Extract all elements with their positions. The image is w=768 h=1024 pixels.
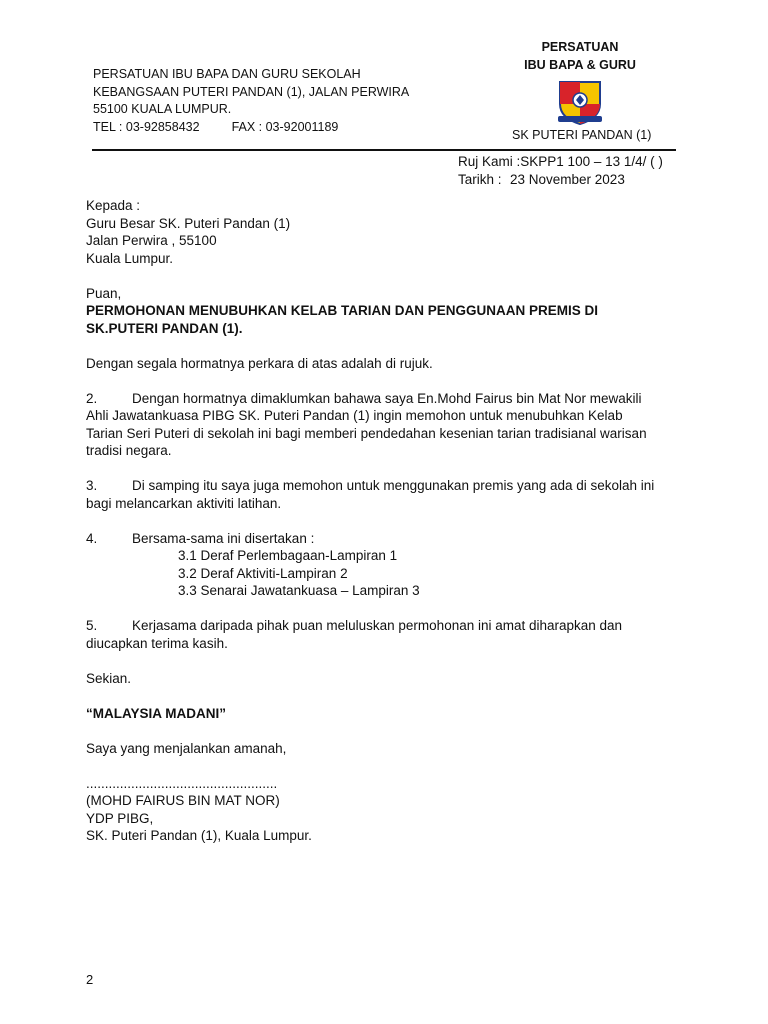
attachment-item: 3.3 Senarai Jawatankuasa – Lampiran 3	[178, 583, 420, 598]
sender-line: PERSATUAN IBU BAPA DAN GURU SEKOLAH	[93, 67, 361, 81]
paragraph-number: 5.	[86, 618, 98, 633]
sender-line: KEBANGSAAN PUTERI PANDAN (1), JALAN PERWIRA	[93, 84, 410, 99]
paragraph-2-line: Tarian Seri Puteri di sekolah ini bagi memberi pendedahan kesenian tarian tradisianal warisan	[86, 425, 647, 441]
paragraph-3-line: bagi melancarkan aktiviti latihan.	[86, 495, 282, 511]
intro-text: Dengan segala hormatnya perkara di atas adalah di rujuk.	[86, 355, 433, 371]
signature-line: ...................................................	[86, 775, 278, 791]
date-label: Tarikh :	[458, 171, 502, 187]
page-number: 2	[86, 972, 94, 987]
date-value: 23 November 2023	[510, 171, 625, 187]
ref-value: SKPP1 100 – 13 1/4/ ( )	[520, 154, 663, 169]
header-divider	[92, 149, 676, 151]
signatory-school: SK. Puteri Pandan (1), Kuala Lumpur.	[86, 828, 312, 843]
telephone: TEL : 03-92858432	[93, 119, 200, 134]
crest-block	[480, 38, 680, 126]
ref-label: Ruj Kami :	[458, 154, 521, 169]
paragraph-number: 3.	[86, 478, 98, 493]
sender-address	[93, 66, 409, 136]
recipient-line: Jalan Perwira , 55100	[86, 233, 217, 248]
salutation: Puan,	[86, 285, 122, 301]
fax: FAX : 03-92001189	[231, 119, 339, 134]
attachment-item: 3.2 Deraf Aktiviti-Lampiran 2	[178, 565, 348, 581]
recipient-line: Guru Besar SK. Puteri Pandan (1)	[86, 215, 291, 231]
paragraph-2-line: Ahli Jawatankuasa PIBG SK. Puteri Pandan (1) ingin memohon untuk menubuhkan Kelab	[86, 408, 623, 423]
paragraph-2-line: 2. Dengan hormatnya dimaklumkan bahawa saya En.Mohd Fairus bin Mat Nor mewakili	[86, 390, 642, 406]
subject-line: PERMOHONAN MENUBUHKAN KELAB TARIAN DAN PENGGUNAAN PREMIS DI SK.PUTERI PANDAN (1).	[86, 303, 599, 336]
closing-sekian: Sekian.	[86, 670, 132, 686]
sender-line: 55100 KUALA LUMPUR.	[93, 102, 232, 116]
crest-school-name: SK PUTERI PANDAN (1)	[512, 128, 652, 142]
letter-body	[86, 197, 686, 845]
paragraph-4-line: 4. Bersama-sama ini disertakan :	[86, 530, 315, 546]
recipient-line: Kuala Lumpur.	[86, 250, 174, 266]
crest-subtitle: IBU BAPA & GURU	[524, 58, 636, 72]
signatory-title: YDP PIBG,	[86, 810, 154, 826]
paragraph-number: 4.	[86, 530, 98, 546]
reference-block	[458, 153, 663, 188]
crest-title: PERSATUAN	[541, 40, 619, 54]
motto: “MALAYSIA MADANI”	[86, 705, 227, 721]
school-crest-icon	[554, 78, 606, 126]
paragraph-5-line: 5. Kerjasama daripada pihak puan meluluskan permohonan ini amat diharapkan dan	[86, 618, 623, 633]
contact-row	[93, 119, 409, 137]
attachment-item: 3.1 Deraf Perlembagaan-Lampiran 1	[178, 548, 398, 563]
paragraph-3-line: 3. Di samping itu saya juga memohon untuk menggunakan premis yang ada di sekolah ini	[86, 478, 655, 493]
paragraph-5-line: diucapkan terima kasih.	[86, 635, 228, 651]
recipient-line: Kepada :	[86, 198, 141, 213]
paragraph-number: 2.	[86, 390, 98, 406]
paragraph-2-line: tradisi negara.	[86, 443, 172, 458]
signatory-name: (MOHD FAIRUS BIN MAT NOR)	[86, 793, 280, 808]
closing-amanah: Saya yang menjalankan amanah,	[86, 740, 287, 756]
